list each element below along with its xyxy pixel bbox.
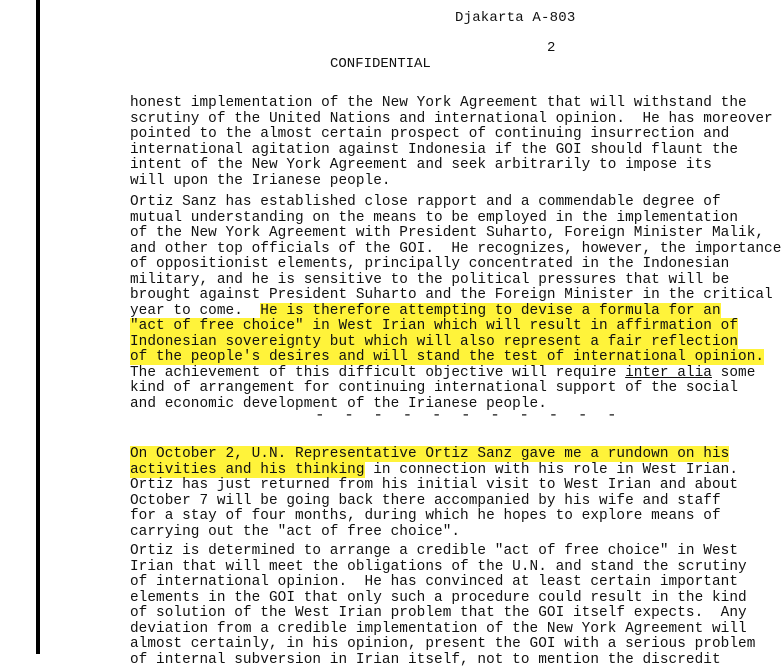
text-segment: year to come.	[130, 303, 260, 319]
text-line	[130, 366, 781, 382]
paragraph-2	[130, 195, 781, 412]
text-line	[130, 447, 738, 463]
highlighted-text: Indonesian sovereignty but which will also represent a fair reflection	[130, 334, 738, 350]
underlined-text: inter alia	[625, 365, 712, 381]
text-line: and other top officials of the GOI. He recognizes, however, the importance	[130, 242, 781, 258]
highlighted-text: of the people's desires and will stand the test of international opinion.	[130, 349, 764, 365]
text-line	[130, 319, 781, 335]
text-line: of solution of the West Irian problem that the GOI itself expects. Any	[130, 606, 755, 622]
text-segment: The achievement of this difficult objective will require	[130, 365, 625, 381]
text-line: and economic development of the Irianese people.	[130, 397, 781, 413]
text-line: Ortiz is determined to arrange a credible "act of free choice" in West	[130, 544, 755, 560]
text-line: almost certainly, in his opinion, present the GOI with a serious problem	[130, 637, 755, 653]
text-line: deviation from a credible implementation of the New York Agreement will	[130, 622, 755, 638]
text-line: of oppositionist elements, principally concentrated in the Indonesian	[130, 257, 781, 273]
page-margin-line	[36, 0, 40, 654]
text-line: Ortiz Sanz has established close rapport and a commendable degree of	[130, 195, 781, 211]
highlighted-text: On October 2, U.N. Representative Ortiz Sanz gave me a rundown on his	[130, 446, 729, 462]
classification-marking: CONFIDENTIAL	[330, 56, 431, 72]
text-line: pointed to the almost certain prospect of continuing insurrection and	[130, 127, 773, 143]
text-line: elements in the GOI that only such a procedure could result in the kind	[130, 591, 755, 607]
paragraph-4	[130, 544, 755, 668]
paragraph-3	[130, 447, 738, 540]
text-line: brought against President Suharto and the Foreign Minister in the critical	[130, 288, 781, 304]
highlighted-text: "act of free choice" in West Irian which will result in affirmation of	[130, 318, 738, 334]
text-line: intent of the New York Agreement and seek arbitrarily to impose its	[130, 158, 773, 174]
text-line: carrying out the "act of free choice".	[130, 525, 738, 541]
text-line: scrutiny of the United Nations and international opinion. He has moreover	[130, 112, 773, 128]
text-line: of internal subversion in Irian itself, not to mention the discredit	[130, 653, 755, 668]
paragraph-1	[130, 96, 773, 189]
text-line: honest implementation of the New York Agreement that will withstand the	[130, 96, 773, 112]
text-line: kind of arrangement for continuing international support of the social	[130, 381, 781, 397]
page-number: 2	[547, 40, 555, 56]
text-line: international agitation against Indonesia if the GOI should flaunt the	[130, 143, 773, 159]
text-segment: in connection with his role in West Irian.	[365, 462, 739, 478]
text-segment: some	[712, 365, 755, 381]
text-line: will upon the Irianese people.	[130, 174, 773, 190]
text-line	[130, 304, 781, 320]
text-line: military, and he is sensitive to the political pressures that will be	[130, 273, 781, 289]
text-line	[130, 350, 781, 366]
text-line: October 7 will be going back there accompanied by his wife and staff	[130, 494, 738, 510]
text-line: for a stay of four months, during which he hopes to explore means of	[130, 509, 738, 525]
section-separator: - - - - - - - - - - -	[315, 406, 622, 424]
text-line: Irian that will meet the obligations of the U.N. and stand the scrutiny	[130, 560, 755, 576]
text-line	[130, 463, 738, 479]
text-line	[130, 335, 781, 351]
text-line: of international opinion. He has convinced at least certain important	[130, 575, 755, 591]
text-line: Ortiz has just returned from his initial visit to West Irian and about	[130, 478, 738, 494]
highlighted-text: He is therefore attempting to devise a formula for an	[260, 303, 720, 319]
document-reference: Djakarta A-803	[455, 10, 575, 26]
highlighted-text: activities and his thinking	[130, 462, 365, 478]
text-line: of the New York Agreement with President Suharto, Foreign Minister Malik,	[130, 226, 781, 242]
text-line: mutual understanding on the means to be employed in the implementation	[130, 211, 781, 227]
